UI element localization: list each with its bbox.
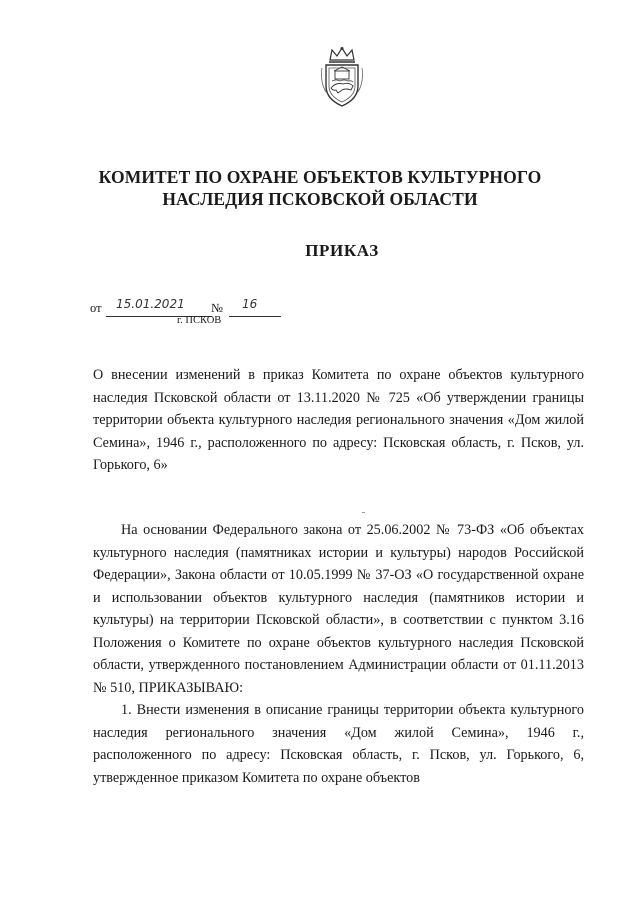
city-label: г. ПСКОВ: [177, 315, 222, 326]
organization-line-1: КОМИТЕТ ПО ОХРАНЕ ОБЪЕКТОВ КУЛЬТУРНОГО: [98, 167, 542, 187]
organization-line-2: НАСЛЕДИЯ ПСКОВСКОЙ ОБЛАСТИ: [162, 189, 478, 209]
handwritten-number: 16: [242, 297, 258, 311]
preamble-paragraph: На основании Федерального закона от 25.06.2002 № 73-ФЗ «Об объектах культурного наследия (памятниках истории и культуры) народов Российской Федерации», Закона области от 10.05.1999 № 37-ОЗ «О государственной охране и использовании объектов культурного наследия (памятников истории и культуры) на территории Псковской области», в соответствии с пунктом 3.16 Положения о Комитете по охране объектов культурного наследия Псковской области, утвержденного постановлением Администрации области от 01.11.2013 № 510, ПРИКАЗЫВАЮ:: [93, 522, 584, 696]
organization-name: [60, 166, 580, 210]
from-label: от: [90, 301, 102, 315]
scan-mark: [362, 512, 365, 513]
handwritten-date: 15.01.2021: [116, 297, 185, 311]
number-underline: [229, 316, 281, 317]
document-type-title: ПРИКАЗ: [305, 241, 379, 260]
order-body: [93, 519, 584, 789]
document-requisites: [90, 297, 290, 337]
coat-of-arms-icon: [318, 46, 366, 108]
order-subject: О внесении изменений в приказ Комитета по охране объектов культурного наследия Псковской области от 13.11.2020 № 725 «Об утверждении границы территории объекта культурного наследия регионального значения «Дом жилой Семина», 1946 г., расположенного по адресу: Псковская область, г. Псков, ул. Горького, 6»: [93, 367, 584, 473]
order-item-1: 1. Внести изменения в описание границы территории объекта культурного наследия регионального значения «Дом жилой Семина», 1946 г., расположенного по адресу: Псковская область, г. Псков, ул. Горького, 6, утвержденное приказом Комитета по охране объектов: [93, 702, 584, 786]
number-label: №: [211, 301, 223, 315]
